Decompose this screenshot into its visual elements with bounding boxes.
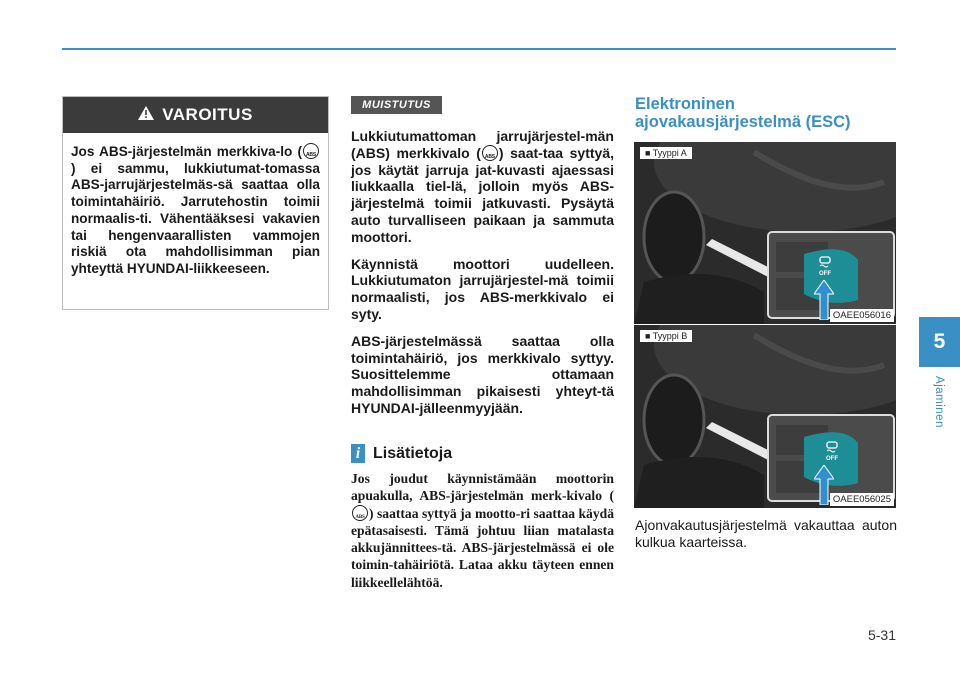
info-heading <box>351 444 452 463</box>
note-text <box>351 128 614 427</box>
note-p1-part-a: Lukkiutumattoman jarrujärjestel-män (ABS) merkkivalo ( <box>351 128 614 161</box>
warning-text-part-1: Jos ABS-järjestelmän merkkiva-lo ( <box>71 144 302 159</box>
warning-triangle-icon <box>138 105 154 125</box>
figure-a-label: ■ Tyyppi A <box>640 147 692 159</box>
esc-description: Ajonvakautusjärjestelmä vakauttaa auton kulkua kaarteissa. <box>635 517 897 550</box>
info-icon: i <box>351 444 365 463</box>
note-paragraph-3: ABS-järjestelmässä saattaa olla toimintahäiriö, jos merkkivalo syttyy. Suosittelemme ottamaan mahdollisimman pikaisesti yhteyt-tä HYUNDAI-jälleenmyyjään. <box>351 332 614 416</box>
note-paragraph-2: Käynnistä moottori uudelleen. Lukkiutumaton jarrujärjestel-mä toimii normaalisti, jos ABS-merkkivalo ei syty. <box>351 255 614 322</box>
esc-off-car-icon <box>824 439 840 455</box>
esc-off-label-b: OFF <box>826 456 838 462</box>
chapter-label-text: Ajaminen <box>933 376 946 428</box>
abs-indicator-icon <box>352 505 368 521</box>
dashboard-photo-b <box>634 325 896 508</box>
figure-a-code: OAEE056016 <box>830 309 894 322</box>
info-text-part-b: ) saattaa syttyä ja mootto-ri saattaa käydä epätasaisesti. Tämä johtuu liian matalasta akkujännittees-tä. ABS-järjestelmässä ei ole toimin-tahäiriötä. Lataa akku täyteen ennen liikkeellelähtöä. <box>351 505 614 590</box>
esc-off-car-icon <box>817 254 833 270</box>
info-text <box>351 470 614 591</box>
warning-title: VAROITUS <box>162 105 253 124</box>
esc-off-label-a: OFF <box>819 271 831 277</box>
warning-box <box>62 96 329 310</box>
page-number: 5-31 <box>867 627 896 643</box>
dashboard-photo-a <box>634 142 896 324</box>
esc-section-title <box>635 96 897 131</box>
esc-figure-type-a <box>634 142 896 324</box>
abs-indicator-icon <box>482 145 498 161</box>
chapter-label <box>922 372 956 432</box>
esc-figure-type-b <box>634 325 896 508</box>
figure-b-code: OAEE056025 <box>830 493 894 506</box>
esc-title-line-2: ajovakausjärjestelmä (ESC) <box>635 112 851 131</box>
warning-text <box>63 133 328 278</box>
note-badge: MUISTUTUS <box>351 96 442 114</box>
info-text-part-a: Jos joudut käynnistämään moottorin apuakulla, ABS-järjestelmän merk-kivalo ( <box>351 471 614 504</box>
esc-title-line-1: Elektroninen <box>635 95 735 113</box>
warning-header <box>63 97 328 133</box>
warning-text-part-2: ) ei sammu, lukkiutumat-tomassa ABS-jarrujärjestelmäs-sä saattaa olla toimintahäiriö. Jarrutehostin toimii normaalis-ti. Vähentääksesi vakavien tai hengenvaarallisten vammojen riskiä ota mahdollisimman pian yhteyttä HYUNDAI-liikkeeseen. <box>71 160 320 276</box>
figure-b-label: ■ Tyyppi B <box>640 330 692 342</box>
info-title: Lisätietoja <box>373 444 453 462</box>
note-paragraph-1 <box>351 128 614 246</box>
chapter-tab: 5 <box>919 317 960 367</box>
note-p1-part-b: ) saat-taa syttyä, jos käytät jarruja jat-kuvasti ajaessasi liukkaalla tiel-lä, jolloin myös ABS-järjestelmä toimii jatkuvasti. Pysäytä auto turvalliseen paikaan ja sammuta moottori. <box>351 144 615 245</box>
top-rule <box>62 48 896 50</box>
abs-indicator-icon <box>303 143 319 159</box>
